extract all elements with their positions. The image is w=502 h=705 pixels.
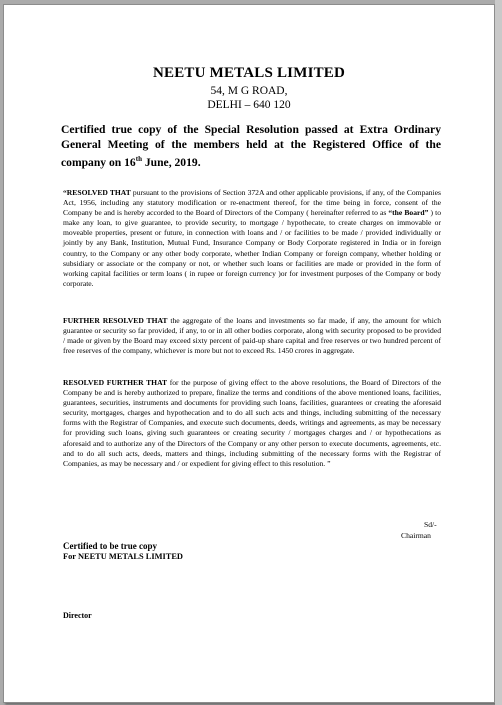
the-board-term: “the Board” [388,208,429,218]
company-name: NEETU METALS LIMITED [152,65,346,81]
address-line-2: DELHI – 640 120 [207,99,291,111]
paragraph-1-text-a: pursuant to the provisions of Section 372A and other applicable provisions, if any, of the Companies Act, 1956, including any statutory modification or re-enactment thereof, for the time being in force, consent of the Company be and is hereby accorded to the Board of Directors of the Company ( hereinafter referred to as [63,188,441,218]
signature-sd: Sd/- [424,520,437,529]
resolution-paragraph-2 [63,316,441,356]
paragraph-3-text: for the purpose of giving effect to the above resolutions, the Board of Directors of the Company be and is hereby authorized to prepare, finalize the terms and conditions of the above mentioned loans, facilities, guarantees, securities, instruments and documents for providing such loans, facilities, guarantees or creating the aforesaid security, mortgages, charges and hypothecation and to do all such acts and things, including submitting of the necessary forms with the Registrar of Companies, and execute such documents, deeds, writings and agreements, as may be necessary for providing such loans, giving such guarantees or creating security / mortgages charges and / or hypothecations as aforesaid and to authorize any of the Directors of the Company or any other person to execute documents, agreements, etc. and to do all such acts, deeds, matters and things, including submitting of the necessary forms with the Registrar of Companies, as may be necessary and / or expedient for giving effect to this resolution. ” [63,378,442,468]
resolution-heading [61,123,441,170]
resolution-paragraph-1 [63,188,441,289]
window-right-edge [495,0,502,705]
for-company-line: For NEETU METALS LIMITED [63,552,183,561]
paragraph-1-text-b: ) to make any loan, to give guarantee, to provide security, to mortgage / hypothecate, to create charges on immovable or moveable properties, present or future, in connection with loans and / or facilities to be made / provided individually or jointly by any Bank, Institution, Mutual Fund, Insurance Company or Body Corporate registered in India or in foreign country, to the Company or any other body corporate, whether Indian Company or foreign company, whether holding or subsidiary or associate or the company or not, or whether such loans or facilities are made or provided in the form of working capital facilities or term loans ( in rupee or foreign currency )or for investment purposes of the Company or body corporate. [63,208,441,288]
heading-text: Certified true copy of the Special Resolution passed at Extra Ordinary General Meeting of the members held at the Registered Office of the company on 16 [61,123,441,169]
further-resolved-lead: FURTHER RESOLVED THAT [63,316,168,325]
chairman-label: Chairman [401,531,431,540]
resolved-that-lead: “RESOLVED THAT [63,188,131,197]
resolution-paragraph-3 [63,378,441,469]
document-page [3,4,495,703]
paragraph-2-text: the aggregate of the loans and investments so far made, if any, the amount for which guarantee or security so far provided, if any, to or in all other bodies corporate, along with security proposed to be provided / made or given by the Board may exceed sixty percent of paid-up share capital and free reserves or two hundred percent of free reserves of the company, whichever is more but not to exceed Rs. 1450 crores in aggregate. [63,316,441,356]
director-label: Director [63,611,92,620]
address-line-1: 54, M G ROAD, [210,85,288,97]
heading-date-tail: June, 2019. [141,155,201,169]
certified-true-copy: Certified to be true copy [63,541,157,551]
resolved-further-lead: RESOLVED FURTHER THAT [63,378,168,387]
heading-superscript: th [135,155,142,163]
